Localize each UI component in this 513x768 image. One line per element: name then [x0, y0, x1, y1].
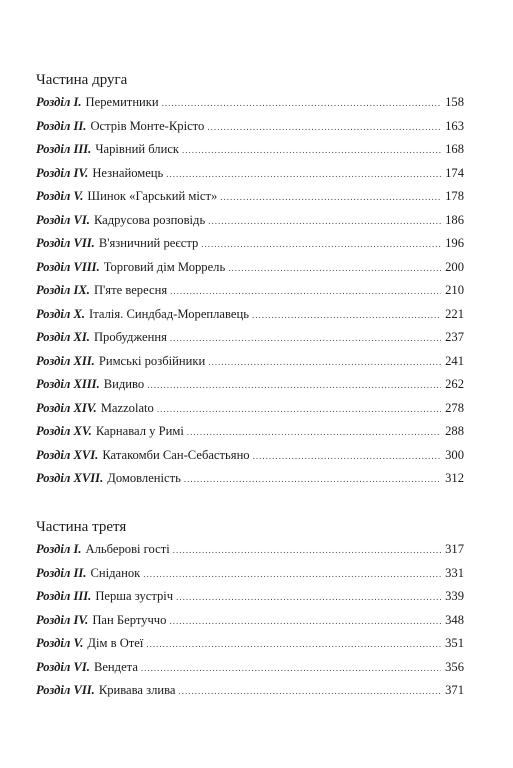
dot-leader [147, 377, 441, 393]
chapter-title: Пан Бертуччо [92, 612, 167, 627]
chapter-label: Розділ ІІ. [36, 565, 87, 580]
dot-leader [170, 330, 441, 346]
dot-leader [173, 542, 441, 558]
toc-entry [36, 541, 464, 565]
dot-leader [208, 354, 441, 370]
chapter-label: Розділ ІІІ. [36, 142, 92, 156]
dot-leader [157, 401, 441, 417]
chapter-label: Розділ ХVІ. [36, 447, 99, 462]
chapter-title: Італія. Синдбад-Мореплавець [89, 306, 249, 321]
chapter-title: Карнавал у Римі [95, 424, 184, 438]
chapter-title: Римські розбійники [98, 353, 206, 368]
toc-entry [36, 212, 464, 236]
chapter-title: Незнайомець [92, 165, 164, 180]
chapter-title: Кадрусова розповідь [93, 212, 206, 227]
dot-leader [166, 166, 441, 182]
chapter-label: Розділ ІV. [36, 612, 89, 627]
toc-entry [36, 188, 464, 212]
toc-entry [36, 376, 464, 400]
dot-leader [179, 683, 441, 699]
dot-leader [143, 566, 441, 582]
toc-entry [36, 659, 464, 683]
toc-entry [36, 353, 464, 377]
page-number: 339 [445, 589, 464, 603]
chapter-label: Розділ ІV. [36, 165, 89, 180]
chapter-title: Торговий дім Моррель [103, 259, 226, 274]
page-number: 168 [445, 142, 464, 156]
page-number: 351 [445, 636, 464, 650]
chapter-title: Пробудження [93, 330, 167, 344]
page-number: 163 [445, 118, 464, 133]
page-number: 262 [445, 377, 464, 391]
page-number: 178 [445, 189, 464, 203]
toc-entry [36, 447, 464, 471]
toc-entry [36, 235, 464, 259]
toc-entry [36, 282, 464, 306]
chapter-title: Чарівний блиск [95, 142, 180, 156]
chapter-label: Розділ ХІ. [36, 330, 90, 344]
chapter-label: Розділ ХV. [36, 424, 92, 438]
dot-leader [187, 424, 441, 440]
toc-entry [36, 118, 464, 142]
toc-entry [36, 165, 464, 189]
page-number: 210 [445, 283, 464, 297]
chapter-label: Розділ V. [36, 189, 84, 203]
chapter-title: Катакомби Сан-Себастьяно [102, 447, 250, 462]
toc-entry [36, 470, 464, 494]
toc-entry [36, 423, 464, 447]
chapter-title: Перемитники [85, 95, 159, 109]
chapter-label: Розділ VІІІ. [36, 259, 100, 274]
chapter-title: Дім в Отеї [87, 636, 144, 650]
toc-entry [36, 635, 464, 659]
page-number: 348 [445, 612, 464, 627]
dot-leader [207, 119, 441, 135]
page-number: 241 [445, 353, 464, 368]
dot-leader [201, 236, 441, 252]
chapter-title: Mazzolato [100, 400, 154, 415]
toc-entry [36, 94, 464, 118]
toc-entry [36, 588, 464, 612]
page-number: 186 [445, 212, 464, 227]
part-three-heading: Частина третя [36, 519, 127, 535]
chapter-label: Розділ І. [36, 542, 82, 556]
chapter-label: Розділ ІХ. [36, 283, 90, 297]
dot-leader [169, 613, 441, 629]
page-number: 278 [445, 400, 464, 415]
dot-leader [162, 95, 441, 111]
chapter-title: Видиво [103, 377, 145, 391]
dot-leader [184, 471, 441, 487]
chapter-label: Розділ ХІІІ. [36, 377, 100, 391]
dot-leader [170, 283, 441, 299]
chapter-title: Шинок «Гарський міст» [87, 189, 218, 203]
chapter-label: Розділ ХІV. [36, 400, 97, 415]
chapter-label: Розділ І. [36, 95, 82, 109]
toc-entry [36, 306, 464, 330]
page-number: 331 [445, 565, 464, 580]
dot-leader [252, 307, 441, 323]
page-number: 356 [445, 659, 464, 674]
page-number: 174 [445, 165, 464, 180]
page-number: 288 [445, 424, 464, 438]
chapter-label: Розділ VІ. [36, 659, 90, 674]
page-number: 237 [445, 330, 464, 344]
page-number: 312 [445, 471, 464, 485]
dot-leader [220, 189, 441, 205]
dot-leader [176, 589, 441, 605]
dot-leader [141, 660, 441, 676]
page-number: 158 [445, 95, 464, 109]
page-number: 221 [445, 306, 464, 321]
dot-leader [228, 260, 441, 276]
chapter-title: Сніданок [90, 565, 141, 580]
chapter-title: Перша зустріч [95, 589, 174, 603]
chapter-label: Розділ Х. [36, 306, 86, 321]
chapter-label: Розділ ХІІ. [36, 353, 95, 368]
chapter-label: Розділ ХVІІ. [36, 471, 104, 485]
toc-entry [36, 400, 464, 424]
toc-entry [36, 259, 464, 283]
toc-entry [36, 612, 464, 636]
toc-entry [36, 141, 464, 165]
page-number: 300 [445, 447, 464, 462]
toc-entry [36, 329, 464, 353]
table-of-contents-page [36, 0, 464, 768]
page-number: 196 [445, 236, 464, 250]
dot-leader [253, 448, 441, 464]
chapter-label: Розділ ІІ. [36, 118, 87, 133]
chapter-label: Розділ V. [36, 636, 84, 650]
dot-leader [208, 213, 441, 229]
chapter-title: Вендета [93, 659, 138, 674]
toc-entry [36, 565, 464, 589]
dot-leader [182, 142, 441, 158]
chapter-label: Розділ VІІ. [36, 683, 95, 697]
chapter-title: Альберові гості [85, 542, 170, 556]
chapter-title: Домовленість [107, 471, 181, 485]
chapter-title: В'язничний реєстр [98, 236, 199, 250]
chapter-title: П'яте вересня [93, 283, 168, 297]
chapter-title: Острів Монте-Крісто [90, 118, 205, 133]
chapter-title: Кривава злива [98, 683, 176, 697]
part-two-toc-list [36, 94, 464, 494]
page-number: 371 [445, 683, 464, 697]
dot-leader [146, 636, 441, 652]
part-three-toc-list [36, 541, 464, 706]
chapter-label: Розділ VІІ. [36, 236, 95, 250]
part-two-heading: Частина друга [36, 72, 128, 88]
chapter-label: Розділ ІІІ. [36, 589, 92, 603]
page-number: 317 [445, 542, 464, 556]
toc-entry [36, 682, 464, 706]
page-number: 200 [445, 259, 464, 274]
chapter-label: Розділ VІ. [36, 212, 90, 227]
